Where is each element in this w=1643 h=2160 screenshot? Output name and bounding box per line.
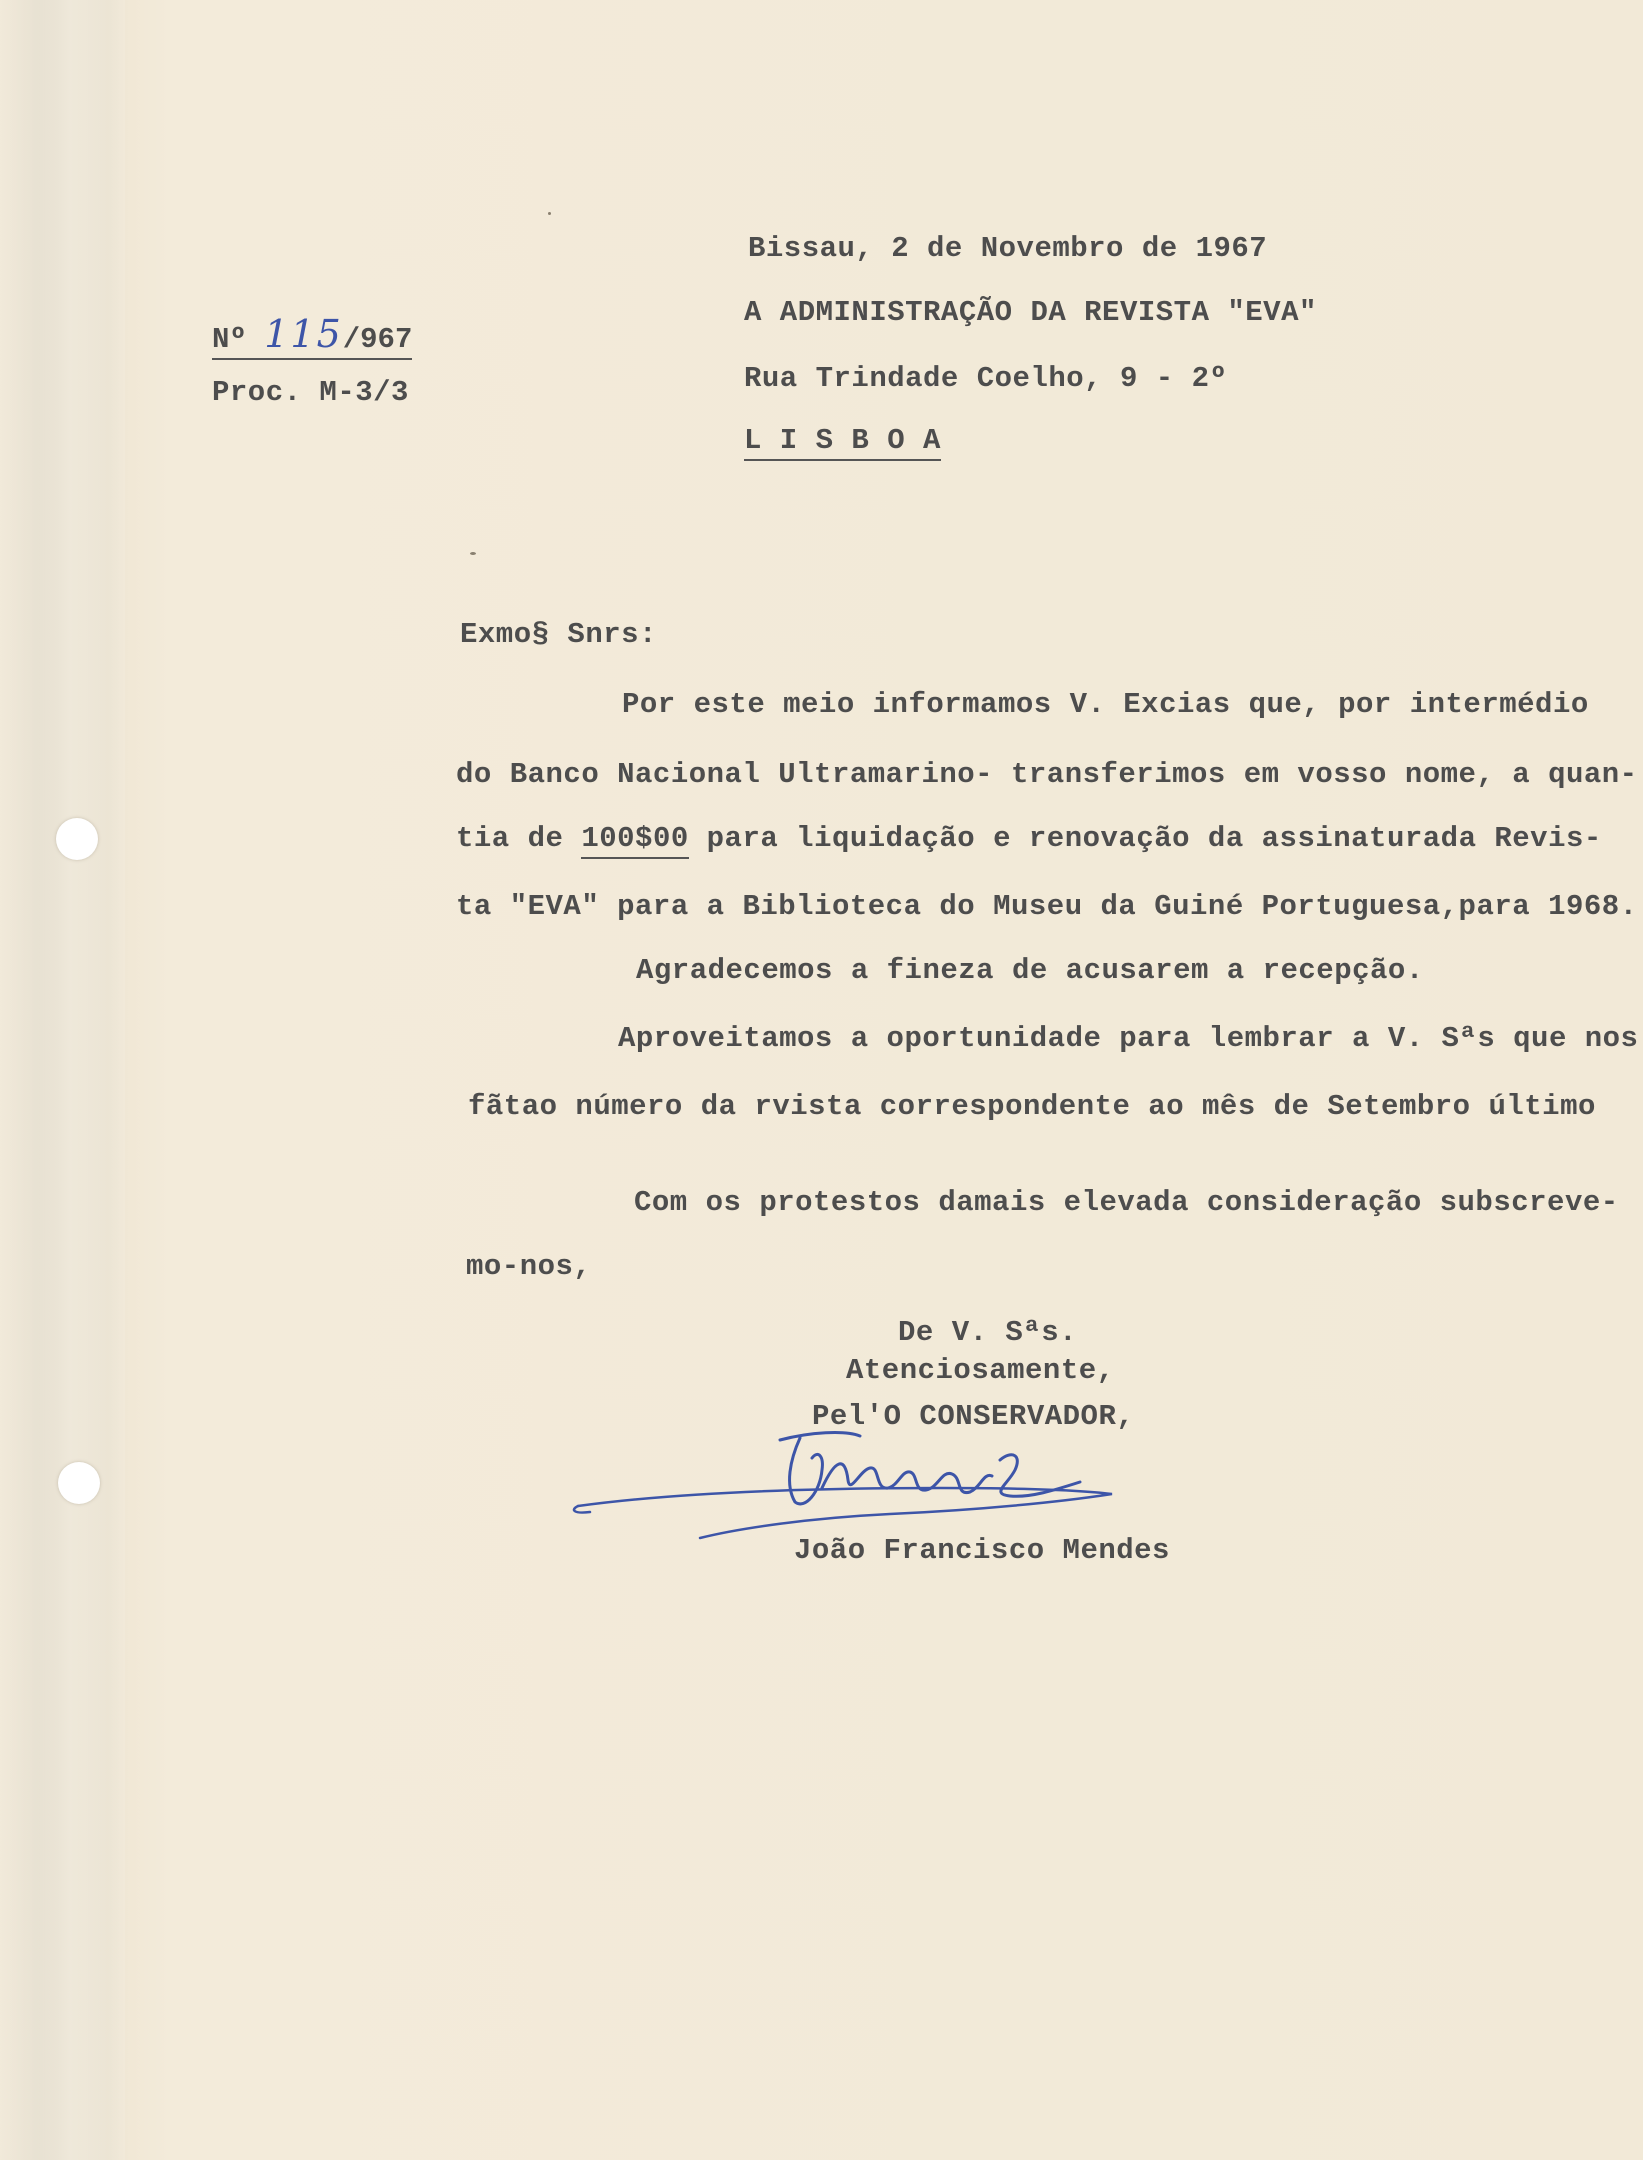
body-line: Aproveitamos a oportunidade para lembrar a V. Sªs que nos bbox=[618, 1022, 1639, 1055]
body-line: Por este meio informamos V. Excias que, por intermédio bbox=[622, 688, 1589, 721]
closing-formula: De V. Sªs. bbox=[898, 1316, 1078, 1349]
body-line: mo-nos, bbox=[466, 1250, 592, 1283]
body-line: do Banco Nacional Ultramarino- transferimos em vosso nome, a quan- bbox=[456, 758, 1638, 791]
recipient-line: A ADMINISTRAÇÃO DA REVISTA "EVA" bbox=[744, 296, 1317, 329]
reference-prefix: Nº bbox=[212, 323, 247, 356]
salutation: Exmo§ Snrs: bbox=[460, 618, 657, 651]
reference-year: /967 bbox=[342, 323, 413, 356]
reference-number bbox=[212, 312, 412, 360]
street-address: Rua Trindade Coelho, 9 - 2º bbox=[744, 362, 1228, 395]
handwritten-signature bbox=[560, 1410, 1140, 1540]
closing-role: Pel'O CONSERVADOR, bbox=[812, 1400, 1135, 1433]
body-line: fãtao número da rvista correspondente ao mês de Setembro último bbox=[468, 1090, 1596, 1123]
process-reference: Proc. M-3/3 bbox=[212, 376, 409, 409]
body-line: Agradecemos a fineza de acusarem a recepção. bbox=[636, 954, 1424, 987]
body-line-end: para liquidação e renovação da assinaturada Revis- bbox=[688, 822, 1602, 855]
city: L I S B O A bbox=[744, 424, 941, 461]
body-line-start: tia de bbox=[456, 822, 582, 855]
signer-name: João Francisco Mendes bbox=[794, 1534, 1170, 1567]
transfer-amount: 100$00 bbox=[581, 822, 688, 859]
body-line: Com os protestos damais elevada consideração subscreve- bbox=[634, 1186, 1619, 1219]
paper-speck bbox=[470, 552, 476, 555]
paper-edge-band bbox=[0, 0, 125, 2160]
closing-regards: Atenciosamente, bbox=[846, 1354, 1115, 1387]
body-line bbox=[456, 822, 1602, 855]
paper-speck bbox=[548, 212, 551, 215]
reference-handwritten-number: 115 bbox=[264, 312, 343, 356]
punch-hole-bottom bbox=[58, 1462, 100, 1504]
body-line: ta "EVA" para a Biblioteca do Museu da Guiné Portuguesa,para 1968. bbox=[456, 890, 1638, 923]
place-date: Bissau, 2 de Novembro de 1967 bbox=[748, 232, 1268, 265]
punch-hole-top bbox=[56, 818, 98, 860]
